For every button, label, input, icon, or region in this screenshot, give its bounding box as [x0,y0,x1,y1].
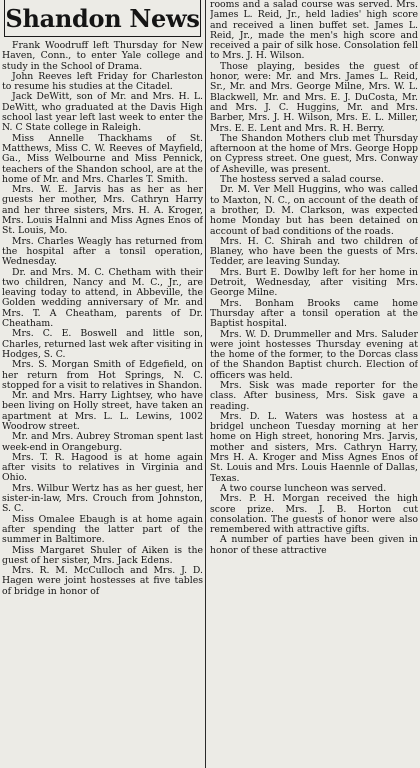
right-column [210,0,418,768]
news-paragraph: Miss Margaret Shuler of Aiken is the guest of her sister, Mrs. Jack Edens. [2,544,203,566]
news-paragraph: John Reeves left Friday for Charleston to resume his studies at the Citadel. [2,70,203,93]
news-paragraph: Mrs. S. Morgan Smith of Edgefield, on her return from Hot Springs, N. C. stopped for a visit to relatives in Shandon. [2,359,203,391]
news-paragraph: Jack DeWitt, son of Mr. and Mrs. H. L. DeWitt, who graduated at the Davis High school last year left last week to enter the N. C State college in Raleigh. [2,91,203,134]
news-paragraph: Mrs. Burt E. Dowlby left for her home in Detroit, Wednesday, after visiting Mrs. George Milne. [210,266,418,299]
news-paragraph: Mrs. Wilbur Wertz has as her guest, her sister-in-law, Mrs. Crouch from Johnston, S. C. [2,482,203,515]
news-paragraph: Mrs. D. L. Waters was hostess at a bridgel uncheon Tuesday morning at her home on High street, honoring Mrs. Jarvis, mother and sisters, Mrs. Cathryn Harry, Mrs H. A. Kroger and Miss Agnes Enos of St. Louis and Mrs. Louis Haennle of Dallas, Texas. [210,410,418,484]
news-paragraph: Mrs. Charles Weagly has returned from the hospital after a tonsil operation, Wednesday. [2,235,203,268]
news-paragraph: Mrs. W. D. Drummeller and Mrs. Saluder were joint hostesses Thursday evening at the home of the former, to the Dorcas class of the Shandon Baptist church. Election of officers was held. [210,328,418,381]
news-paragraph: Mr. and Mrs. Harry Lightsey, who have been living on Holly street, have taken an apartment at Mrs. L. L. Lewins, 1002 Woodrow street. [2,390,203,432]
left-column [2,0,203,768]
news-paragraph: Mrs. Bonham Brooks came home Thursday after a tonsil operation at the Baptist hospital. [210,297,418,330]
news-paragraph: Frank Woodruff left Thursday for New Haven, Conn., to enter Yale college and study in the School of Drama. [2,40,203,72]
news-paragraph: rooms and a salad course was served. Mrs. James L. Reid, Jr., held ladies' high score and received a linen buffet set. James L. Reid, Jr., made the men's high score and received a pair of silk hose. Consolation fell to Mrs. J. H. Wilson. [210,0,418,62]
news-paragraph: Dr. and Mrs. M. C. Chetham with their two children, Nancy and M. C., Jr., are leaving today to attend, in Abbeville, the Golden wedding anniversary of Mr. and Mrs. T. A Cheatham, parents of Dr. Cheatham. [2,266,203,330]
headline: Shandon News [5,3,200,33]
news-paragraph: Mr. and Mrs. Aubrey Stroman spent last week-end in Orangeburg. [2,431,203,453]
news-paragraph: Those playing, besides the guest of honor, were: Mr. and Mrs. James L. Reid, Sr., Mr. and Mrs. George Milne, Mrs. W. L. Blackwell, Mr. and Mrs. E. J. DuCosta, Mr. and Mrs. J. C. Huggins, Mr. and Mrs. Barber, Mrs. J. H. Wilson, Mrs. E. L. Miller, Mrs. E. E. Lent and Mrs. R. H. Berry. [210,60,418,134]
news-paragraph: Mrs. P. H. Morgan received the high score prize. Mrs. J. B. Horton cut consolation. The guests of honor were also remembered with attractive gifts. [210,493,418,536]
news-paragraph: Miss Annelle Thackhams of St. Matthews, Miss C. W. Reeves of Mayfield, Ga., Miss Welbourne and Miss Pennick, teachers of the Shandon school, are at the home of Mr. and Mrs. Charles T. Smith. [2,132,203,185]
news-paragraph: Mrs. C. E. Boswell and little son, Charles, returned last wek after visiting in Hodges, S. C. [2,328,203,360]
column-divider [205,0,206,768]
news-paragraph: A number of parties have been given in honor of these attractive [210,534,418,556]
news-paragraph: Mrs. Sisk was made reporter for the class. After business, Mrs. Sisk gave a reading. [210,379,418,412]
news-paragraph: A two course luncheon was served. [220,482,387,494]
news-paragraph: Mrs. T. R. Hagood is at home again after visits to relatives in Virginia and Ohio. [2,451,203,484]
news-paragraph: Mrs. R. M. McCulloch and Mrs. J. D. Hagen were joint hostesses at five tables of bridge in honor of [2,565,203,597]
news-paragraph: The Shandon Mothers club met Thursday afternoon at the home of Mrs. George Hopp on Cypress street. One guest, Mrs. Conway of Asheville, was present. [210,132,418,175]
right-column-body [210,0,418,556]
news-paragraph: Mrs. H. C. Shirah and two children of Blaney, who have been the guests of Mrs. Tedder, are leaving Sunday. [210,235,418,268]
news-paragraph: Miss Omalee Ebaugh is at home again after spending the latter part of the summer in Baltimore. [2,513,203,546]
headline-box [4,0,201,37]
left-column-body [2,41,203,597]
news-paragraph: Dr. M. Ver Mell Huggins, who was called to Maxton, N. C., on account of the death of a brother, D. M. Clarkson, was expected home Monday but has been detained on account of bad conditions of the roads. [210,184,418,237]
news-paragraph: Mrs. W. E. Jarvis has as her as her guests her mother, Mrs. Cathryn Harry and her three sisters, Mrs. H. A. Kroger, Mrs. Louis Halnni and Miss Agnes Enos of St. Louis, Mo. [2,184,203,237]
news-paragraph: The hostess served a salad course. [220,174,384,186]
